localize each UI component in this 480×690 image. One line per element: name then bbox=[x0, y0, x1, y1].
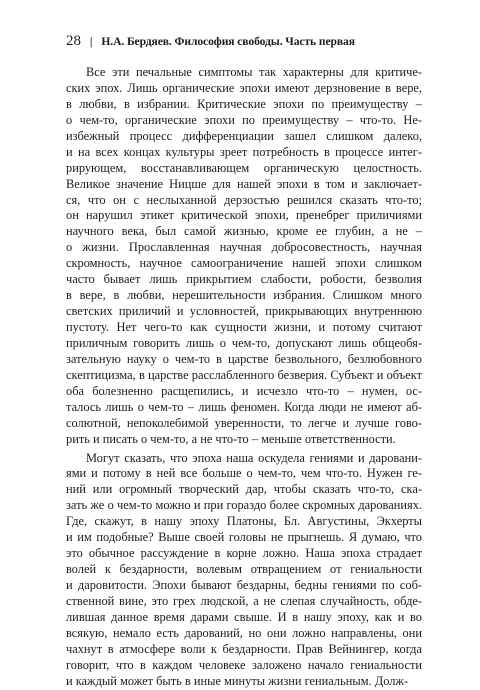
paragraph bbox=[66, 65, 422, 448]
text-line: ственной вине, это грех людской, а не слепая случайность, обде- bbox=[66, 593, 422, 608]
page-number: 28 bbox=[66, 33, 81, 49]
text-line: ся, что он с неслыханной дерзостью решился сказать что-то; bbox=[66, 192, 422, 207]
text-line: избежный процесс дифференциации зашел слишком далеко, bbox=[66, 128, 422, 143]
text-line: научного века, был самой жизнью, кроме ее глубин, а не – bbox=[66, 224, 422, 239]
text-line: волей к бездарности, волевым отвращением от гениальности bbox=[66, 562, 422, 577]
text-line: скептицизма, в царстве расслабленного безверия. Субъект и объект bbox=[66, 367, 422, 382]
text-line: и им подобные? Выше своей головы не прыгнешь. Я думаю, что bbox=[66, 530, 422, 545]
text-line: рирующем, восстанавливающем органическую целостность. bbox=[66, 160, 422, 175]
text-line: ских эпох. Лишь органические эпохи имеют дерзновение в вере, bbox=[66, 80, 422, 95]
text-line: скромность, научное самоограничение нашей эпохи слишком bbox=[66, 256, 422, 271]
text-line: зательную науку о чем-то в царстве безвольного, безлюбовного bbox=[66, 351, 422, 366]
text-line: лившая данное время дарами свыше. И в нашу эпоху, как и во bbox=[66, 609, 422, 624]
text-line: это обычное рассуждение в корне ложно. Наша эпоха страдает bbox=[66, 546, 422, 561]
paragraph bbox=[66, 451, 422, 690]
text-line: солютной, непоколебимой уверенности, то легче и лучше гово- bbox=[66, 415, 422, 430]
text-line: часто бывает лишь прикрытием слабости, робости, безволия bbox=[66, 272, 422, 287]
text-line: о чем-то, органические эпохи по преимуществу – что-то. Не- bbox=[66, 112, 422, 127]
text-line: оба болезненно расщепились, и исчезло что-то – нумен, ос- bbox=[66, 383, 422, 398]
text-line: пустоту. Нет чего-то как сущности жизни, и потому считают bbox=[66, 320, 422, 334]
text-line: чахнут в атмосфере воли к бездарности. Прав Вейнингер, когда bbox=[66, 641, 422, 656]
text-line: зать же о чем-то можно и при гораздо более скромных дарованиях. bbox=[66, 498, 422, 513]
text-line: в любви, в избрании. Критические эпохи по преимуществу – bbox=[66, 96, 422, 111]
text-line: говорит, что в каждом человеке заложено начало гениальности bbox=[66, 657, 422, 672]
running-title: Н.А. Бердяев. Философия свободы. Часть первая bbox=[101, 35, 355, 48]
text-line: и на всех концах культуры зреет потребность в процессе интег- bbox=[66, 144, 422, 159]
running-header bbox=[66, 34, 422, 54]
text-line: светских приличий и условностей, прикрывающих внутреннюю bbox=[66, 304, 422, 319]
book-page bbox=[66, 34, 422, 690]
text-line: в вере, в любви, нерешительности избрания. Слишком много bbox=[66, 288, 422, 303]
text-line: Великое значение Ницше для нашей эпохи в том и заключает- bbox=[66, 176, 422, 191]
text-line: ями и потому в ней все больше о чем-то, чем что-то. Нужен ге- bbox=[66, 466, 422, 481]
text-line: Все эти печальные симптомы так характерны для критиче- bbox=[86, 65, 422, 79]
text-line: Могут сказать, что эпоха наша оскудела гениями и даровани- bbox=[86, 450, 422, 465]
text-line: и даровитости. Эпохи бывают бездарны, бедны гениями по соб- bbox=[66, 578, 422, 592]
text-line: талось лишь о чем-то – лишь феномен. Когда люди не имеют аб- bbox=[66, 399, 422, 414]
text-line: рить и писать о чем-то, а не что-то – меньше ответственности. bbox=[66, 431, 396, 446]
text-line: он нарушил этикет критической эпохи, пренебрег приличиями bbox=[66, 208, 422, 223]
text-line: всякую, немало есть дарований, но они ложно направлены, они bbox=[66, 625, 422, 640]
text-line: приличным говорить лишь о чем-то, допускают лишь общеобя- bbox=[66, 335, 422, 350]
text-line: ний или огромный творческий дар, чтобы сказать что-то, ска- bbox=[66, 482, 422, 497]
text-line: и каждый может быть в иные минуты жизни гениальным. Долж- bbox=[66, 673, 409, 688]
header-separator: | bbox=[89, 35, 93, 48]
text-line: о жизни. Прославленная научная добросовестность, научная bbox=[66, 240, 422, 255]
body-text bbox=[66, 65, 422, 690]
text-line: Где, скажут, в нашу эпоху Платоны, Бл. Августины, Экхерты bbox=[66, 514, 422, 529]
